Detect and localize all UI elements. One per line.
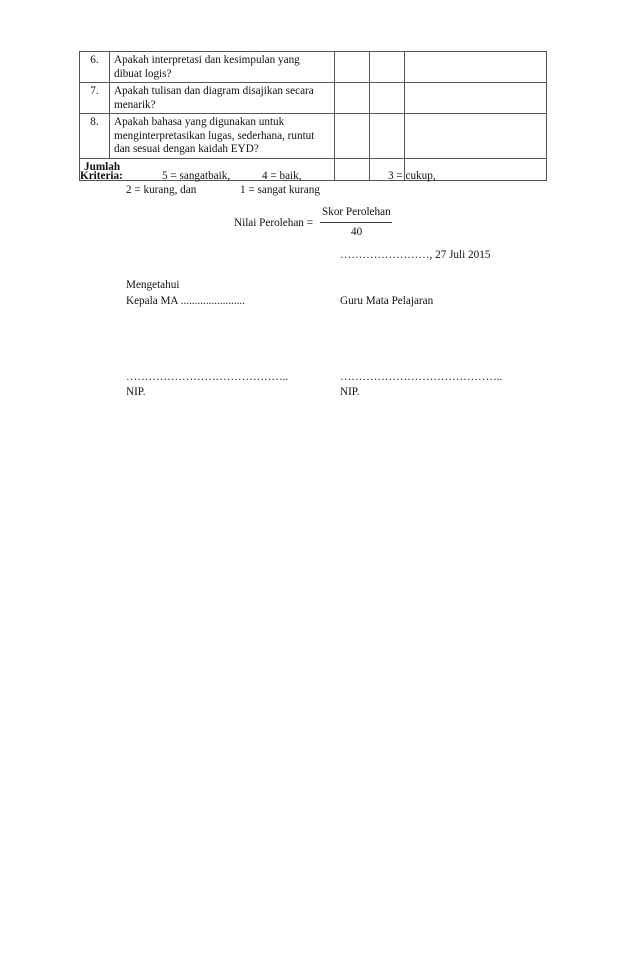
assessment-table [79,51,547,181]
row-number: 7. [80,83,110,114]
row-question: Apakah bahasa yang digunakan untuk menginterpretasikan lugas, sederhana, runtut dan sesuai dengan kaidah EYD? [110,114,335,159]
total-row [80,158,547,180]
total-score-cell [335,158,370,180]
formula-lhs: Nilai Perolehan = [234,217,314,229]
notes-cell [405,83,547,114]
nip-left: NIP. [126,386,146,398]
row-question: Apakah interpretasi dan kesimpulan yang dibuat logis? [110,52,335,83]
table-row [80,52,547,83]
fraction-line [320,222,392,223]
teacher-label: Guru Mata Pelajaran [340,295,434,307]
score-cell [370,52,405,83]
criteria-1: 1 = sangat kurang [240,184,320,196]
score-cell [335,52,370,83]
score-cell [335,83,370,114]
row-question: Apakah tulisan dan diagram disajikan secara menarik? [110,83,335,114]
signature-line-right: …………………………………….. [340,371,503,383]
nip-right: NIP. [340,386,360,398]
score-cell [335,114,370,159]
principal-label: Kepala MA ....................... [126,295,246,307]
criteria-5: 5 = sangatbaik, [162,170,231,182]
notes-cell [405,114,547,159]
row-number: 8. [80,114,110,159]
criteria-label: Kriteria: [80,170,123,182]
table-row [80,83,547,114]
formula-numerator: Skor Perolehan [322,206,391,218]
score-cell [370,114,405,159]
row-number: 6. [80,52,110,83]
signature-line-left: …………………………………….. [126,371,289,383]
criteria-2: 2 = kurang, dan [126,184,197,196]
criteria-3: 3 = cukup, [388,170,436,182]
place-date: ……………………, 27 Juli 2015 [340,249,491,261]
criteria-4: 4 = baik, [262,170,302,182]
formula-denominator: 40 [351,226,363,238]
notes-cell [405,52,547,83]
acknowledge-label: Mengetahui [126,279,180,291]
table-row [80,114,547,159]
total-label: Jumlah [80,158,335,180]
score-cell [370,83,405,114]
